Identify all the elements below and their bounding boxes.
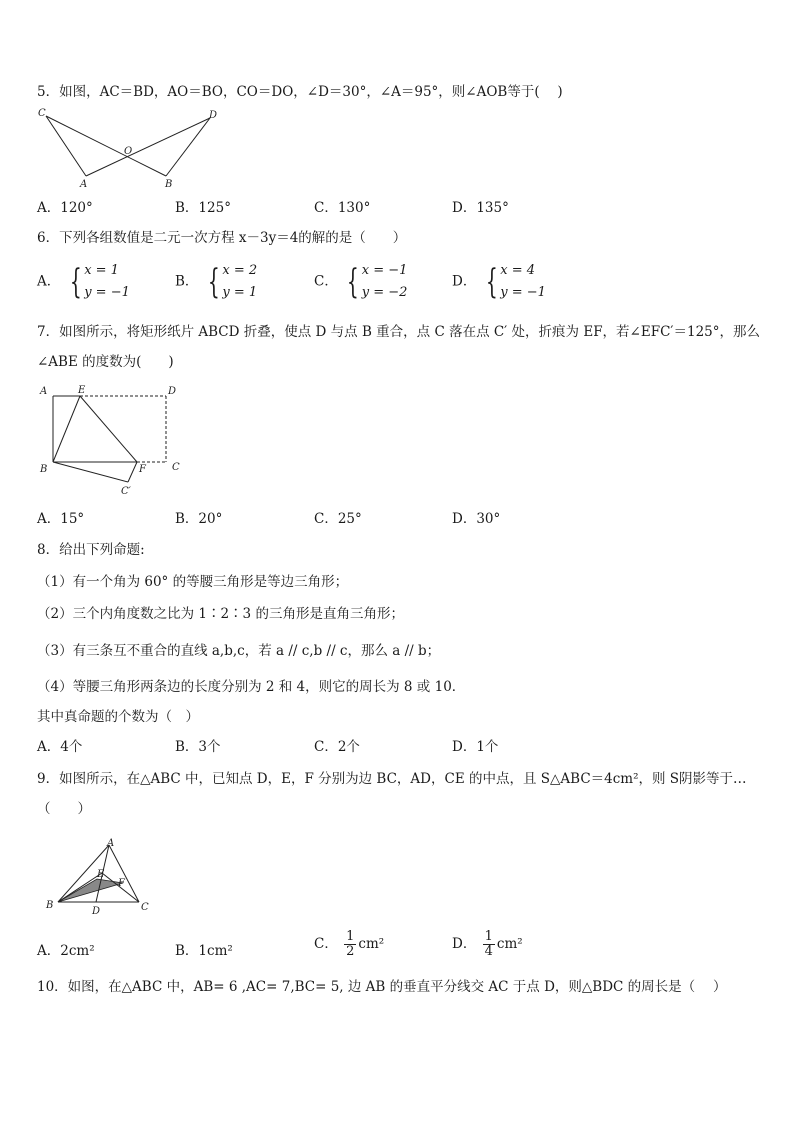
q7-label-f: F (139, 464, 146, 475)
q9-figure (40, 836, 160, 920)
q7-figure (36, 382, 196, 500)
q6-option-b-row1: x = 2 (222, 263, 258, 278)
q6-option-b-row2: y = 1 (222, 285, 258, 300)
q5-label-c: C (38, 108, 46, 119)
q9-option-d-denominator: 4 (484, 944, 493, 959)
q8-item-3: （3）有三条互不重合的直线 a,b,c，若 a // c,b // c，那么 a // b； (37, 643, 441, 659)
q5-figure (34, 106, 234, 192)
q5-label-a: A (80, 179, 88, 190)
q6-option-c-letter: C． (314, 273, 338, 290)
q8-item-2: （2）三个内角度数之比为 1∶2∶3 的三角形是直角三角形； (37, 606, 404, 622)
q9-option-c-unit: cm² (358, 936, 385, 952)
q9-option-c[interactable] (314, 930, 384, 959)
q7-option-d[interactable]: D．30° (452, 511, 501, 527)
q5-stem: 5．如图，AC＝BD，AO＝BO，CO＝DO，∠D＝30°，∠A＝95°，则∠AOB等于( ) (37, 84, 563, 100)
q9-option-a-letter: A． (37, 943, 61, 959)
q8-option-d[interactable]: D．1个 (452, 739, 499, 755)
q7-option-b[interactable]: B．20° (175, 511, 223, 527)
q9-label-c: C (141, 902, 149, 913)
q7-stem-line1: 7．如图所示，将矩形纸片 ABCD 折叠，使点 D 与点 B 重合，点 C 落在点 C′ 处，折痕为 EF，若∠EFC′＝125°，那么 (37, 324, 761, 340)
q6-option-a[interactable]: A． { x = 1 y = −1 (37, 262, 130, 302)
q6-option-a-row2: y = −1 (84, 285, 130, 300)
q6-option-d-row2: y = −1 (500, 285, 546, 300)
q6-option-b-letter: B． (175, 273, 199, 290)
q6-option-d-row1: x = 4 (500, 263, 536, 278)
q8-option-c[interactable]: C．2个 (314, 739, 360, 755)
q9-stem-line2: （ ） (37, 801, 91, 817)
q7-option-c[interactable]: C．25° (314, 511, 362, 527)
q8-stem: 8．给出下列命题: (37, 542, 145, 558)
q6-option-a-letter: A． (37, 273, 61, 290)
q9-option-b-letter: B． (175, 943, 199, 959)
q7-label-c-prime: C′ (121, 486, 131, 497)
q10-stem: 10．如图，在△ABC 中，AB= 6 ,AC= 7,BC= 5, 边 AB 的垂直平分线交 AC 于点 D，则△BDC 的周长是（ ） (37, 979, 727, 995)
q8-item-4: （4）等腰三角形两条边的长度分别为 2 和 4，则它的周长为 8 或 10． (37, 679, 466, 695)
q8-item-1: （1）有一个角为 60° 的等腰三角形是等边三角形； (37, 574, 349, 590)
q9-option-a[interactable] (37, 943, 95, 959)
q9-option-d-numerator: 1 (484, 929, 493, 944)
q6-option-c[interactable]: C． { x = −1 y = −2 (314, 262, 408, 302)
q6-option-c-row1: x = −1 (361, 263, 408, 278)
q7-label-b: B (40, 464, 48, 475)
q9-option-b-text: 1cm² (198, 943, 233, 959)
q5-label-d: D (209, 110, 218, 121)
q9-option-d-unit: cm² (496, 936, 523, 952)
q8-option-b[interactable]: B．3个 (175, 739, 221, 755)
q9-option-a-text: 2cm² (60, 943, 95, 959)
q5-label-b: B (165, 179, 173, 190)
q6-option-a-row1: x = 1 (84, 263, 119, 278)
q6-option-d[interactable]: D． { x = 4 y = −1 (452, 262, 546, 302)
q5-option-a[interactable]: A．120° (37, 200, 93, 216)
q7-stem-line2: ∠ABE 的度数为( ) (37, 354, 174, 370)
q9-label-d: D (92, 906, 101, 917)
q6-option-d-letter: D． (452, 273, 477, 290)
q9-label-b: B (46, 900, 54, 911)
q9-option-d-letter: D． (452, 936, 477, 952)
q7-label-a: A (40, 386, 48, 397)
q9-label-e: E (97, 869, 105, 880)
q9-option-d[interactable] (452, 930, 523, 959)
q7-label-d: D (168, 386, 177, 397)
q6-option-b[interactable]: B． { x = 2 y = 1 (175, 262, 258, 302)
q9-label-f: F (118, 878, 125, 889)
q6-stem: 6．下列各组数值是二元一次方程 x－3y＝4的解的是（ ） (37, 230, 407, 246)
q9-option-c-letter: C． (314, 936, 338, 952)
q7-option-a[interactable]: A．15° (37, 511, 85, 527)
q7-label-c: C (172, 462, 180, 473)
q9-option-c-denominator: 2 (346, 944, 355, 959)
q5-option-c[interactable]: C．130° (314, 200, 371, 216)
q5-option-b[interactable]: B．125° (175, 200, 231, 216)
q9-label-a: A (107, 838, 115, 849)
q6-option-c-row2: y = −2 (361, 285, 408, 300)
q8-question: 其中真命题的个数为（ ） (37, 709, 199, 725)
q5-label-o: O (124, 146, 133, 157)
q5-option-d[interactable]: D．135° (452, 200, 509, 216)
q9-option-c-numerator: 1 (346, 929, 355, 944)
q9-stem-line1: 9．如图所示，在△ABC 中，已知点 D，E，F 分别为边 BC，AD，CE 的中点，且 S△ABC＝4cm²，则 S阴影等于… (37, 771, 747, 787)
q7-label-e: E (78, 385, 86, 396)
q8-option-a[interactable]: A．4个 (37, 739, 83, 755)
q9-option-b[interactable] (175, 943, 233, 959)
